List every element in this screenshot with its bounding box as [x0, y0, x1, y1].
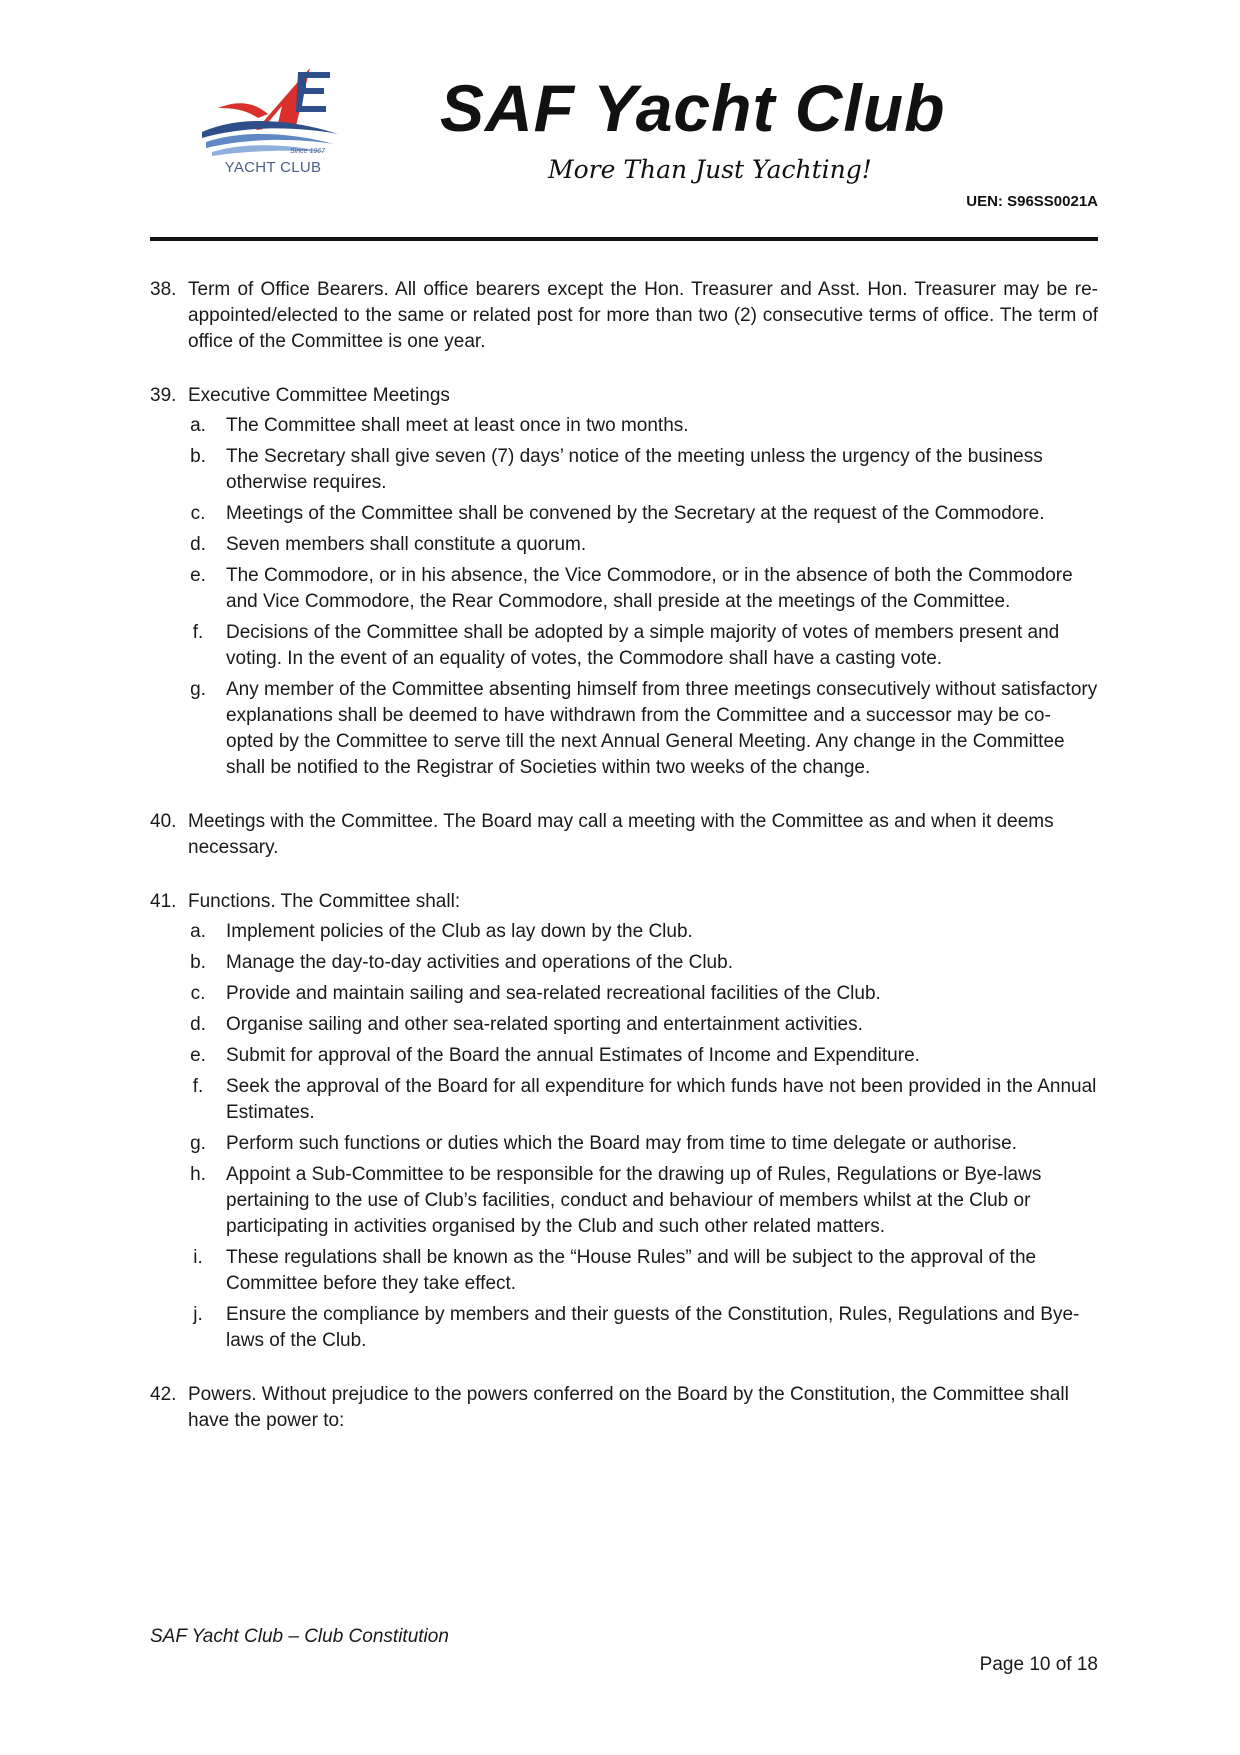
item-text: Manage the day-to-day activities and operations of the Club.: [226, 952, 733, 973]
club-tagline: More Than Just Yachting!: [548, 155, 872, 184]
item-text: Provide and maintain sailing and sea-related recreational facilities of the Club.: [226, 983, 881, 1004]
item-letter: f.: [192, 622, 204, 643]
item-letter: h.: [190, 1164, 206, 1185]
logo-since-text: Since 1967: [290, 148, 326, 155]
clause-number: 38.: [150, 279, 177, 300]
list-item: [188, 444, 1098, 496]
item-text: Meetings of the Committee shall be convened by the Secretary at the request of the Commodore.: [226, 503, 1045, 524]
list-item: [188, 1043, 1098, 1069]
club-logo: [198, 62, 348, 186]
item-letter: c.: [190, 503, 206, 524]
list-item: [188, 1245, 1098, 1297]
list-item: [188, 532, 1098, 558]
sailboat-logo-icon: [198, 62, 348, 166]
item-text: Appoint a Sub-Committee to be responsible for the drawing up of Rules, Regulations or Bye-laws pertaining to the use of Club’s facilities, conduct and behaviour of members whilst at the Club or participating in activities organised by the Club and such other related matters.: [226, 1164, 1042, 1237]
list-item: [188, 1131, 1098, 1157]
clause-41: [150, 889, 1098, 1354]
item-text: Organise sailing and other sea-related sporting and entertainment activities.: [226, 1014, 863, 1035]
list-item: [188, 1162, 1098, 1240]
list-item: [188, 413, 1098, 439]
clause-38: [150, 277, 1098, 355]
clause-40: [150, 809, 1098, 861]
list-item: [188, 981, 1098, 1007]
item-letter: f.: [192, 1076, 204, 1097]
footer-document-title: SAF Yacht Club – Club Constitution: [150, 1626, 449, 1647]
clause-39-subitems: [188, 413, 1098, 781]
clause-text: Powers. Without prejudice to the powers conferred on the Board by the Constitution, the Committee shall have the power to:: [188, 1384, 1069, 1431]
item-letter: c.: [190, 983, 206, 1004]
clause-42: [150, 1382, 1098, 1434]
item-letter: b.: [190, 446, 206, 467]
item-text: Decisions of the Committee shall be adopted by a simple majority of votes of members present and voting. In the event of an equality of votes, the Commodore shall have a casting vote.: [226, 622, 1060, 669]
list-item: [188, 501, 1098, 527]
page-number: Page 10 of 18: [979, 1654, 1098, 1675]
item-text: Submit for approval of the Board the annual Estimates of Income and Expenditure.: [226, 1045, 920, 1066]
item-letter: d.: [190, 1014, 206, 1035]
item-letter: e.: [190, 1045, 206, 1066]
item-text: Any member of the Committee absenting himself from three meetings consecutively without satisfactory explanations shall be deemed to have withdrawn from the Committee and a successor may be co-opted by the Committee to serve till the next Annual General Meeting. Any change in the Committee shall be notified to the Registrar of Societies within two weeks of the change.: [226, 679, 1098, 778]
logo-text: YACHT CLUB: [224, 159, 322, 176]
clause-number: 39.: [150, 385, 177, 406]
item-letter: a.: [190, 415, 206, 436]
clause-text: Meetings with the Committee. The Board may call a meeting with the Committee as and when it deems necessary.: [188, 811, 1054, 858]
uen-number: UEN: S96SS0021A: [966, 193, 1098, 210]
list-item: [188, 563, 1098, 615]
clause-heading: Functions. The Committee shall:: [188, 891, 461, 912]
item-text: The Secretary shall give seven (7) days’ notice of the meeting unless the urgency of the business otherwise requires.: [226, 446, 1043, 493]
clause-text: Term of Office Bearers. All office bearers except the Hon. Treasurer and Asst. Hon. Treasurer may be re-appointed/elected to the same or related post for more than two (2) consecutive terms of office. The term of office of the Committee is one year.: [188, 279, 1098, 352]
club-title: SAF Yacht Club: [440, 71, 946, 145]
clause-number: 41.: [150, 891, 177, 912]
list-item: [188, 677, 1098, 781]
list-item: [188, 950, 1098, 976]
item-text: Perform such functions or duties which the Board may from time to time delegate or authorise.: [226, 1133, 1017, 1154]
item-letter: d.: [190, 534, 206, 555]
item-letter: a.: [190, 921, 206, 942]
list-item: [188, 1302, 1098, 1354]
item-letter: g.: [190, 679, 206, 700]
list-item: [188, 919, 1098, 945]
list-item: [188, 1012, 1098, 1038]
item-letter: e.: [190, 565, 206, 586]
item-letter: b.: [190, 952, 206, 973]
item-text: Seek the approval of the Board for all expenditure for which funds have not been provided in the Annual Estimates.: [226, 1076, 1097, 1123]
clause-number: 42.: [150, 1384, 177, 1405]
clause-heading: Executive Committee Meetings: [188, 385, 450, 406]
clause-39: [150, 383, 1098, 781]
clause-41-subitems: [188, 919, 1098, 1354]
item-letter: g.: [190, 1133, 206, 1154]
item-text: These regulations shall be known as the “House Rules” and will be subject to the approval of the Committee before they take effect.: [226, 1247, 1037, 1294]
header-divider: [150, 237, 1098, 241]
constitution-body: [150, 277, 1098, 1462]
item-text: Seven members shall constitute a quorum.: [226, 534, 587, 555]
list-item: [188, 1074, 1098, 1126]
clause-number: 40.: [150, 811, 177, 832]
item-text: Ensure the compliance by members and their guests of the Constitution, Rules, Regulations and Bye-laws of the Club.: [226, 1304, 1080, 1351]
item-text: Implement policies of the Club as lay down by the Club.: [226, 921, 693, 942]
list-item: [188, 620, 1098, 672]
item-text: The Commodore, or in his absence, the Vice Commodore, or in the absence of both the Commodore and Vice Commodore, the Rear Commodore, shall preside at the meetings of the Committee.: [226, 565, 1073, 612]
item-letter: i.: [193, 1247, 203, 1268]
item-letter: j.: [193, 1304, 203, 1325]
item-text: The Committee shall meet at least once in two months.: [226, 415, 689, 436]
